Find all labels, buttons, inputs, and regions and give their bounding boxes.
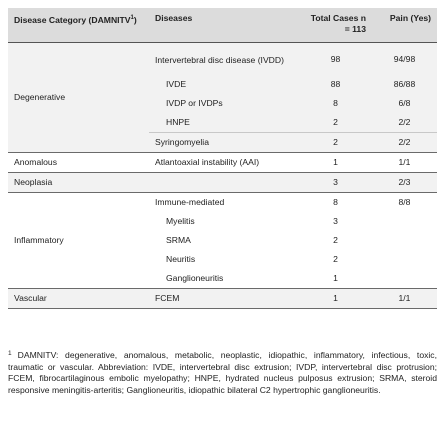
disease-cell: Intervertebral disc disease (IVDD) [149, 43, 299, 76]
total-cases-cell: 8 [299, 193, 372, 213]
total-cases-cell: 2 [299, 231, 372, 250]
category-cell: Anomalous [8, 153, 149, 173]
disease-cell: SRMA [149, 231, 299, 250]
total-cases-cell: 3 [299, 173, 372, 193]
disease-cell [149, 173, 299, 193]
total-cases-cell: 1 [299, 269, 372, 289]
header-diseases: Diseases [149, 8, 299, 43]
header-category-note: 1 [130, 15, 134, 21]
pain-cell: 94/98 [372, 43, 437, 76]
disease-cell: Syringomyelia [149, 133, 299, 153]
total-cases-cell: 1 [299, 289, 372, 309]
table-body [8, 43, 437, 309]
pain-cell: 1/1 [372, 289, 437, 309]
pain-cell: 6/8 [372, 94, 437, 113]
table-row [8, 173, 437, 193]
footnote [8, 348, 437, 396]
total-cases-cell: 8 [299, 94, 372, 113]
disease-cell: Immune-mediated [149, 193, 299, 213]
pain-cell [372, 212, 437, 231]
disease-cell: Atlantoaxial instability (AAI) [149, 153, 299, 173]
table-row [8, 289, 437, 309]
pain-cell [372, 269, 437, 289]
total-cases-cell: 2 [299, 133, 372, 153]
pain-cell: 2/2 [372, 133, 437, 153]
table-header [8, 8, 437, 43]
disease-cell: Ganglioneuritis [149, 269, 299, 289]
pain-cell: 2/2 [372, 113, 437, 133]
category-cell: Neoplasia [8, 173, 149, 193]
pain-cell: 1/1 [372, 153, 437, 173]
category-cell: Inflammatory [8, 193, 149, 289]
pain-cell: 86/88 [372, 75, 437, 94]
header-pain: Pain (Yes) [372, 8, 437, 43]
category-cell: Vascular [8, 289, 149, 309]
total-cases-cell: 88 [299, 75, 372, 94]
footnote-text: DAMNITV: degenerative, anomalous, metabolic, neoplastic, idiopathic, inflammatory, infectious, toxic, traumatic or vascular. Abbreviation: IVDE, intervertebral disc extrusion; IVDP, intervertebral disc protrusion; FCEM, fibrocartilaginous embolic myelopathy; HNPE, hydrated nucleus pulposus extrusion; SRMA, steroid responsive meningitis-arteritis; Ganglioneuritis, idiopathic bilateral C2 hypertrophic ganglioneuritis. [8, 350, 437, 395]
header-row [8, 8, 437, 43]
header-total-cases: Total Cases n = 113 [299, 8, 372, 43]
disease-cell: FCEM [149, 289, 299, 309]
disease-cell: IVDE [149, 75, 299, 94]
pain-cell: 8/8 [372, 193, 437, 213]
disease-table [8, 8, 437, 309]
category-cell: Degenerative [8, 43, 149, 153]
total-cases-cell: 98 [299, 43, 372, 76]
disease-cell: Myelitis [149, 212, 299, 231]
table-row [8, 193, 437, 213]
disease-table-container [8, 8, 437, 309]
pain-cell: 2/3 [372, 173, 437, 193]
total-cases-cell: 2 [299, 113, 372, 133]
disease-cell: HNPE [149, 113, 299, 133]
disease-cell: IVDP or IVDPs [149, 94, 299, 113]
pain-cell [372, 231, 437, 250]
footnote-marker: 1 [8, 350, 12, 357]
total-cases-cell: 3 [299, 212, 372, 231]
table-row [8, 43, 437, 76]
total-cases-cell: 1 [299, 153, 372, 173]
pain-cell [372, 250, 437, 269]
disease-cell: Neuritis [149, 250, 299, 269]
total-cases-cell: 2 [299, 250, 372, 269]
table-row [8, 153, 437, 173]
header-category: Disease Category (DAMNITV$^1$) [8, 8, 149, 43]
